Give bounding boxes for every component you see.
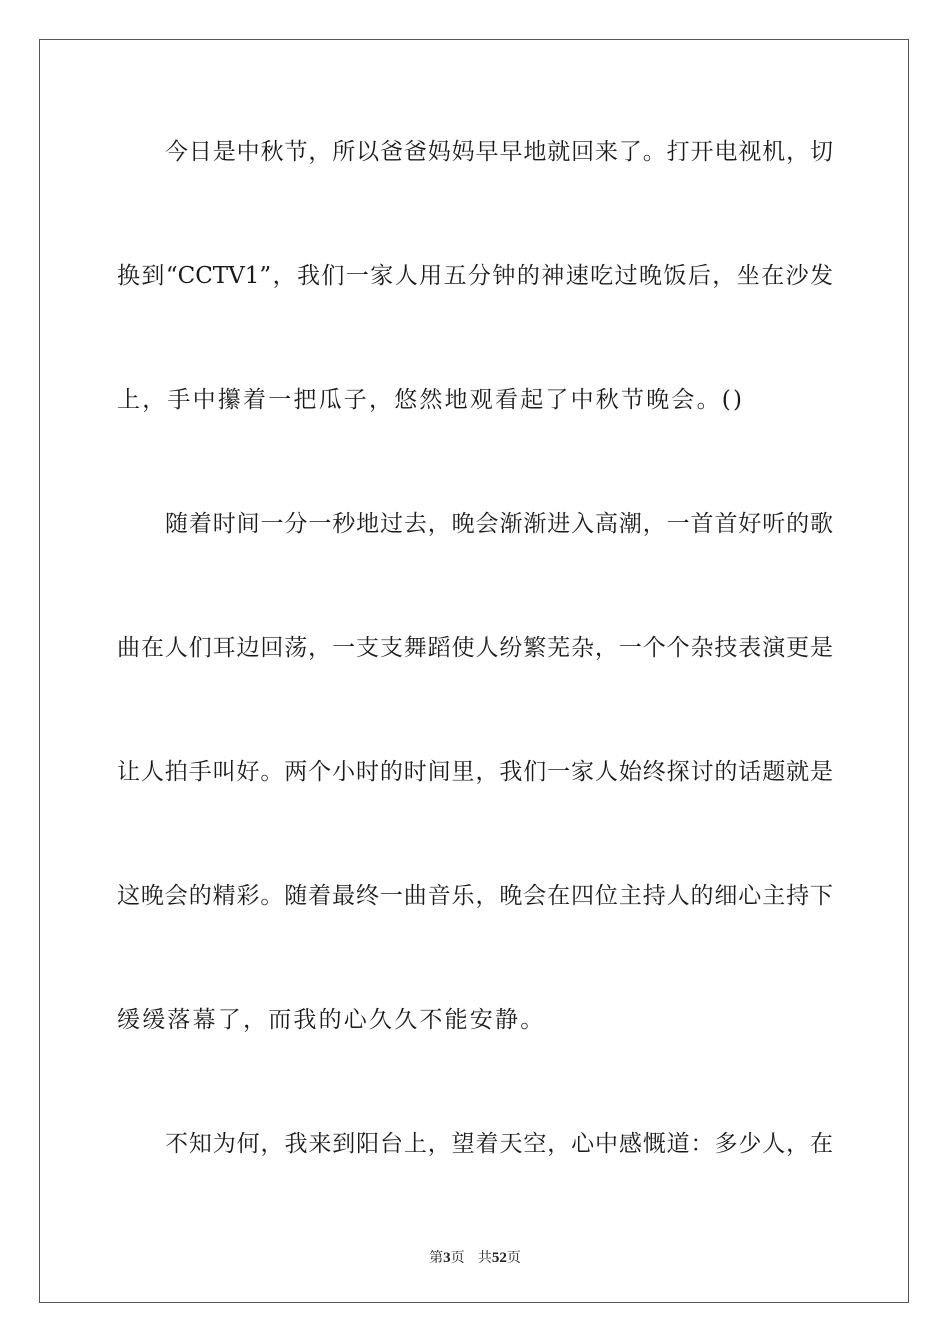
paragraph-2-line-4: 这晚会的精彩。随着最终一曲音乐，晚会在四位主持人的细心主持下 <box>117 883 833 909</box>
paragraph-1-line-1: 今日是中秋节，所以爸爸妈妈早早地就回来了。打开电视机，切 <box>165 139 833 165</box>
footer-page-number: 3 <box>443 1250 451 1266</box>
paragraph-1-line-3: 上，手中攥着一把瓜子，悠然地观看起了中秋节晚会。() <box>117 387 745 413</box>
footer-page-prefix: 第 <box>429 1250 444 1266</box>
paragraph-2-line-2: 曲在人们耳边回荡，一支支舞蹈使人纷繁芜杂，一个个杂技表演更是 <box>117 635 833 661</box>
footer-total-pages: 52 <box>491 1250 507 1266</box>
footer-page-suffix: 页 <box>450 1250 465 1266</box>
page-frame <box>39 39 909 1303</box>
footer-total-suffix: 页 <box>506 1250 521 1266</box>
paragraph-1-line-2: 换到“CCTV1”，我们一家人用五分钟的神速吃过晚饭后，坐在沙发 <box>117 263 833 289</box>
paragraph-2-line-5: 缓缓落幕了，而我的心久久不能安静。 <box>117 1007 546 1033</box>
footer-total-prefix: 共 <box>477 1250 492 1266</box>
page-footer <box>0 1247 950 1267</box>
paragraph-3-line-1: 不知为何，我来到阳台上，望着天空，心中感慨道：多少人，在 <box>165 1131 833 1157</box>
paragraph-2-line-1: 随着时间一分一秒地过去，晚会渐渐进入高潮，一首首好听的歌 <box>165 511 833 537</box>
paragraph-2-line-3: 让人拍手叫好。两个小时的时间里，我们一家人始终探讨的话题就是 <box>117 759 833 785</box>
